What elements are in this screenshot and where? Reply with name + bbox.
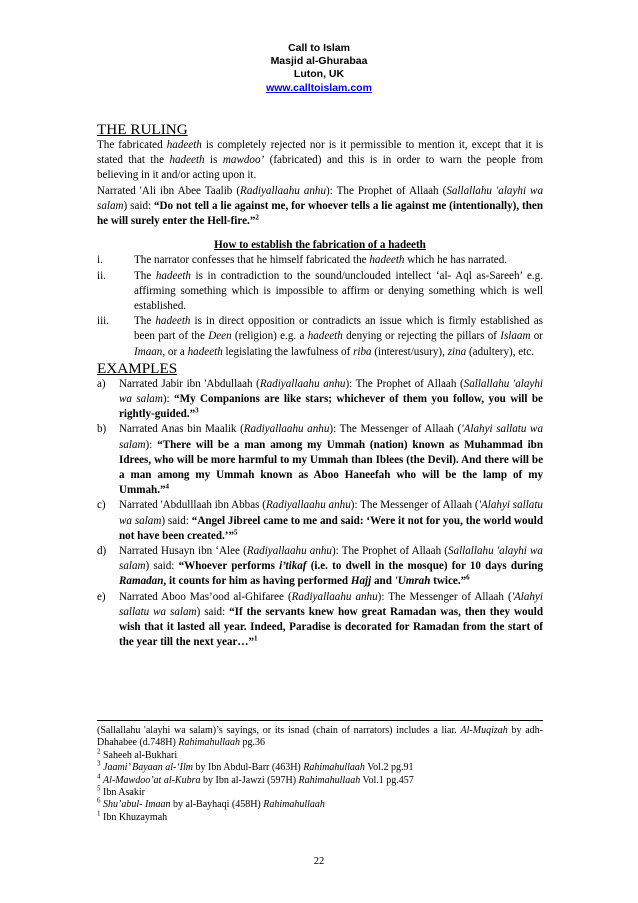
examples-title: EXAMPLES — [97, 359, 178, 377]
ruling-paragraph: The fabricated hadeeth is completely rejected nor is it permissible to mention it, except that it is stated that the hadeeth is mawdoo’ (fabricated) and this is in order to warn the people from believing in it and/or acting upon it. — [97, 139, 544, 182]
header-mosque: Masjid al-Ghurabaa — [270, 55, 368, 68]
ruling-title: THE RULING — [97, 121, 188, 138]
footnote: $^3$ Jaami’ Bayaan al-‘Ilm by Ibn Abdul-Barr (463H) Rahimahullaah Vol.2 pg.91 — [97, 759, 414, 774]
footnote-continuation: (Sallallahu 'alayhi wa salam)’s sayings, or its isnad (chain of narrators) includes a liar. Al-Muqizah by adh-Dhahabee (d.748H) Rahimahullaah pg.36 — [97, 725, 543, 749]
fabrication-heading: How to establish the fabrication of a hadeeth — [214, 239, 426, 252]
footnotes — [97, 725, 543, 824]
page-header — [0, 42, 638, 95]
main-content — [97, 121, 543, 651]
footnote-ref: 2 — [255, 213, 259, 222]
page-number: 22 — [313, 856, 325, 867]
footnote: $^1$ Ibn Khuzaymah — [97, 809, 168, 823]
footnote: $^2$ Saheeh al-Bukhari — [97, 747, 178, 761]
footnote: $^6$ Shu’abul- Imaan by al-Bayhaqi (458H) Rahimahullaah — [97, 797, 325, 811]
fabrication-item: ii. The hadeeth is in contradiction to the sound/unclouded intellect ‘al- Aql as-Sareeh’ e.g. affirming something which is impossible to affirm or denying something which is well established. — [97, 269, 543, 313]
example-item: b) Narrated Anas bin Maalik (Radiyallaahu anhu): The Messenger of Allaah ('Alahyi sallatu wa salam): “There will be a man among my Ummah (nation) known as Muhammad ibn Idrees, who will be more harmful to my Ummah than Iblees (the Devil). And there will be a man among my Ummah known as Aboo Haneefah who will be the lamp of my Ummah.”$^4$ — [97, 423, 543, 497]
header-title: Call to Islam — [288, 42, 350, 54]
ruling-hadeeth: Narrated 'Ali ibn Abee Taalib (Radiyallaahu anhu): The Prophet of Allaah (Sallallahu 'alayhi wa salam) said: “Do not tell a lie against me, for whoever tells a lie against me (intentionally), then he will surely enter the Hell-fire.”$^2$ — [97, 184, 544, 228]
example-item: d) Narrated Husayn ibn ‘Alee (Radiyallaahu anhu): The Prophet of Allaah (Sallallahu 'alayhi wa salam) said: “Whoever performs i’tikaf (i.e. to dwell in the mosque) for 10 days during Ramadan, it counts for him as having performed Hajj and 'Umrah twice.”$^6$ — [97, 545, 543, 588]
footnote-divider — [97, 720, 543, 721]
fabrication-item: iii. The hadeeth is in direct opposition or contradicts an issue which is firmly established as been part of the Deen (religion) e.g. a hadeeth denying or rejecting the pillars of Islaam or Imaan, or a hadeeth legislating the lawfulness of riba (interest/usury), zina (adultery), etc. — [97, 315, 543, 358]
example-item: e) Narrated Aboo Mas’ood al-Ghifaree (Radiyallaahu anhu): The Messenger of Allaah ('Alahyi sallatu wa salam) said: “If the servants knew how great Ramadan was, then they would wish that it lasted all year. Indeed, Paradise is decorated for Ramadan from the start of the year till the next year…”$^1$ — [97, 590, 543, 649]
example-item: c) Narrated 'Abdulllaah ibn Abbas (Radiyallaahu anhu): The Messenger of Allaah ('Alahyi sallatu wa salam) said: “Angel Jibreel came to me and said: ‘Were it not for you, the world would not have been created.’”$^5$ — [97, 499, 543, 542]
header-location: Luton, UK — [293, 68, 345, 81]
example-item: a) Narrated Jabir ibn 'Abdullaah (Radiyallaahu anhu): The Prophet of Allaah (Sallallahu 'alayhi wa salam): “My Companions are like stars; whichever of them you follow, you will be rightly-guided.”$^3$ — [97, 377, 543, 421]
footnote: $^4$ Al-Mawdoo’at al-Kubra by Ibn al-Jawzi (597H) Rahimahullaah Vol.1 pg.457 — [97, 772, 414, 786]
fabrication-item: i. The narrator confesses that he himself fabricated the hadeeth which he has narrated. — [97, 254, 508, 267]
header-website-link[interactable]: www.calltoislam.com — [266, 81, 372, 94]
footnote: $^5$ Ibn Asakir — [97, 784, 145, 799]
